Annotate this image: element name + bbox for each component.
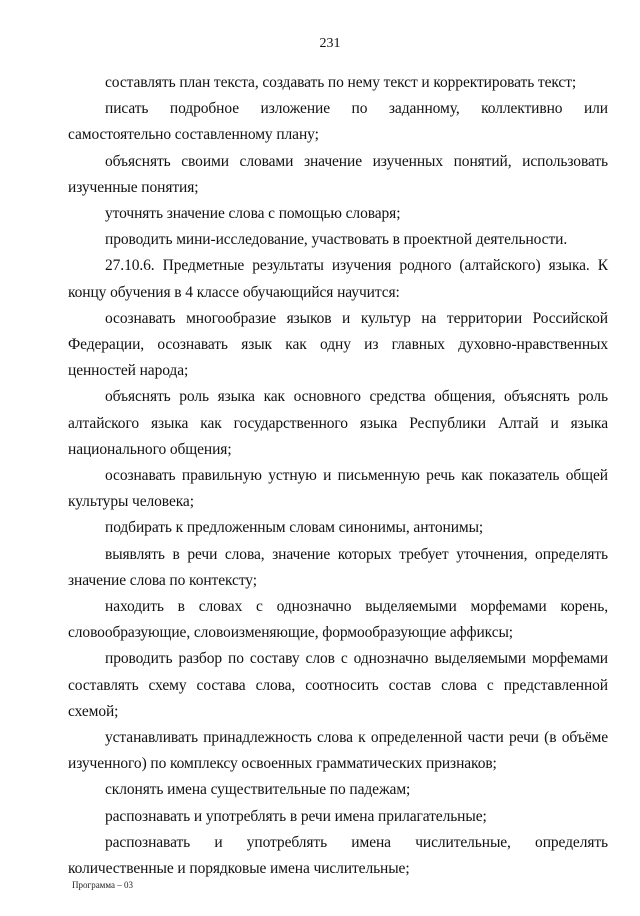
paragraph: составлять план текста, создавать по нему текст и корректировать текст; [105,74,577,91]
paragraph: объяснять своими словами значение изученных понятий, использовать изученные понятия; [68,152,608,196]
body-text [68,70,608,882]
page-footer: Программа – 03 [72,880,134,890]
paragraph: устанавливать принадлежность слова к определенной части речи (в объёме изученного) по комплексу освоенных грамматических признаков; [68,729,608,773]
paragraph: подбирать к предложенным словам синонимы, антонимы; [105,519,484,537]
paragraph: уточнять значение слова с помощью словаря; [105,205,401,223]
paragraph: объяснять роль языка как основного средства общения, объяснять роль алтайского языка как государственного языка Республики Алтай и языка национального общения; [68,388,608,458]
paragraph: распознавать и употреблять имена числительные, определять количественные и порядковые имена числительные; [68,833,608,878]
paragraph: проводить мини-исследование, участвовать в проектной деятельности. [105,231,568,249]
paragraph: проводить разбор по составу слов с однозначно выделяемыми морфемами составлять схему состава слова, соотносить состав слова с представленной схемой; [68,650,608,720]
paragraph: осознавать многообразие языков и культур на территории Российской Федерации, осознавать язык как одну из главных духовно-нравственных ценностей народа; [68,309,608,380]
paragraph: находить в словах с однозначно выделяемыми морфемами корень, словообразующие, словоизменяющие, формообразующие аффиксы; [68,598,608,642]
page-number: 231 [319,36,341,51]
paragraph: выявлять в речи слова, значение которых требует уточнения, определять значение слова по контексту; [68,545,608,589]
section-heading-paragraph: 27.10.6. Предметные результаты изучения родного (алтайского) языка. К концу обучения в 4 классе обучающийся научится: [68,257,608,301]
paragraph: писать подробное изложение по заданному, коллективно или самостоятельно составленному плану; [68,100,608,144]
paragraph: осознавать правильную устную и письменную речь как показатель общей культуры человека; [68,467,608,511]
paragraph: склонять имена существительные по падежам; [105,781,411,799]
paragraph: распознавать и употреблять в речи имена прилагательные; [105,807,487,825]
